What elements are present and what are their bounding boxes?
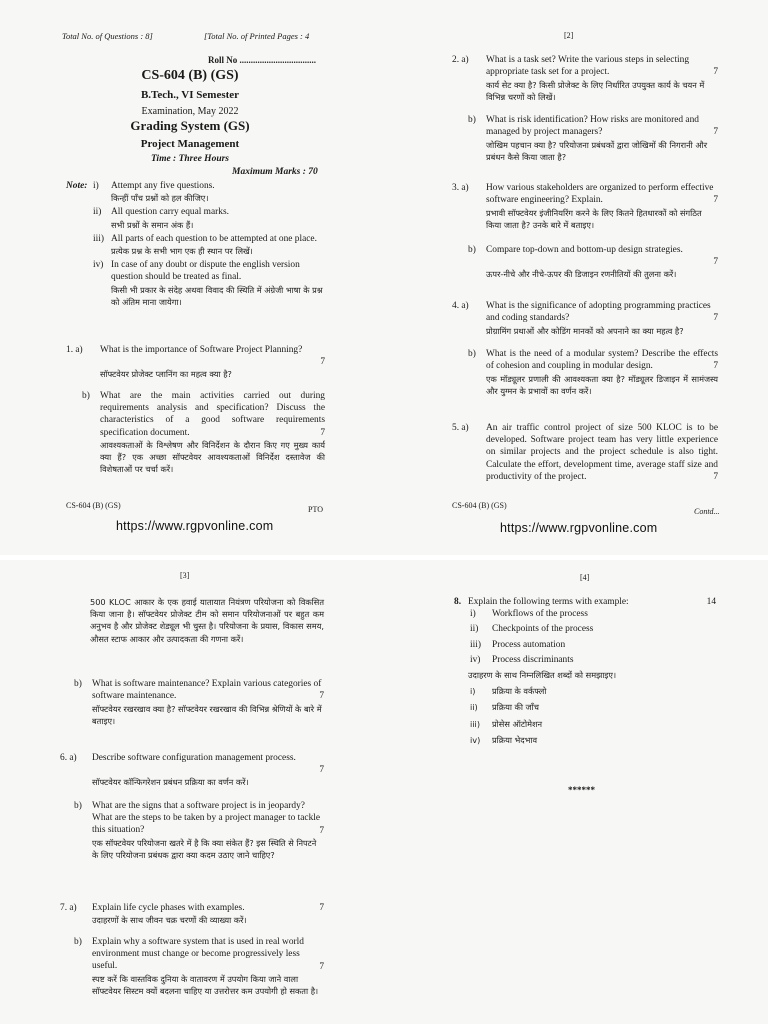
list-item: iv) प्रक्रिया भेदभाव <box>470 734 538 745</box>
q3a-number: 3. a) <box>452 183 469 193</box>
q4b-number: b) <box>468 349 476 359</box>
q2b-number: b) <box>468 115 476 125</box>
list-item: iii) Process automation <box>470 639 566 650</box>
q4a-number: 4. a) <box>452 301 469 311</box>
page-number: [4] <box>580 573 590 582</box>
note-item: iii) All parts of each question to be attempted at one place. प्रत्येक प्रश्न के सभी भाग एक ही स्थान पर लिखें। <box>93 233 317 257</box>
exam-session: Examination, May 2022 <box>141 106 239 117</box>
paper-code: CS-604 (B) (GS) <box>141 68 239 83</box>
question-8: Explain the following terms with example: 14 i) Workflows of the process ii) Checkpoints of the process iii) Process automation iv) Process discriminants उदाहरण के साथ निम्नलिखित शब्दों को समझाइए। i) प्रक्रिया के वर्कफ्लो ii) प्रक्रिया की जाँच iii) प्रोसेस ऑटोमेशन iv) प्रक्रिया भेदभाव <box>468 597 716 745</box>
exam-page-2 <box>384 0 768 555</box>
list-item: iii) प्रोसेस ऑटोमेशन <box>470 718 543 729</box>
source-url[interactable]: https://www.rgpvonline.com <box>116 519 274 533</box>
question-4a: What is the significance of adopting programming practices and coding standards? 7 प्रोग्रामिंग प्रथाओं और कोडिंग मानकों को अपनाने का क्या महत्व है? <box>486 301 718 336</box>
question-6b: What are the signs that a software project is in jeopardy? What are the steps to be taken by a project manager to tackle this situation? 7 एक सॉफ्टवेयर परियोजना खतरे में है कि क्या संकेत हैं? इस स्थिति से निपटने के लिए परियोजना प्रबंधक द्वारा क्या कदम उठाए जाने चाहिए? <box>92 801 324 861</box>
time: Time : Three Hours <box>150 154 230 164</box>
max-marks: Maximum Marks : 70 <box>232 167 318 177</box>
end-mark: ****** <box>568 785 595 795</box>
page-number: [3] <box>180 571 190 580</box>
notes-list <box>93 180 325 308</box>
footer-code: CS-604 (B) (GS) <box>452 501 507 510</box>
course: B.Tech., VI Semester <box>140 89 240 101</box>
list-item: iv) Process discriminants <box>470 654 574 665</box>
q7a-number: 7. a) <box>60 903 77 913</box>
q5a-number: 5. a) <box>452 423 469 433</box>
list-item: ii) प्रक्रिया की जाँच <box>470 702 539 713</box>
note-label: Note: <box>66 181 88 191</box>
question-7b: Explain why a software system that is used in real world environment must change or become progressively less useful. 7 स्पष्ट करें कि वास्तविक दुनिया के वातावरण में उपयोग किया जाने वाला सॉफ्टवेयर सिस्टम क्यों बदलना चाहिए या उत्तरोत्तर कम उपयोगी हो सकता है। <box>92 937 324 997</box>
total-questions: Total No. of Questions : 8] <box>62 31 153 41</box>
q2a-number: 2. a) <box>452 55 469 65</box>
question-4b: What is the need of a modular system? Describe the effects of cohesion and coupling in modular design. 7 एक मॉड्यूलर प्रणाली की आवश्यकता क्या है? मॉड्यूलर डिजाइन में सामंजस्य और युग्मन के प्रभावों का वर्णन करें। <box>486 349 718 396</box>
question-5a: An air traffic control project of size 500 KLOC is to be developed. Software project team has very little experience on similar projects and the project schedule is also tight. Calculate the effort, development time, average staff size and productivity of the project. 7 <box>486 423 718 483</box>
question-5b: What is software maintenance? Explain various categories of software maintenance. 7 सॉफ्टवेयर रखरखाव क्या है? सॉफ्टवेयर रखरखाव की विभिन्न श्रेणियों के बारे में बताइए। <box>92 679 324 726</box>
question-7a: Explain life cycle phases with examples. 7 उदाहरणों के साथ जीवन चक्र चरणों की व्याख्या करें। <box>92 903 324 926</box>
q1a-number: 1. a) <box>66 345 83 355</box>
note-item: ii) All question carry equal marks. सभी प्रश्नों के समान अंक हैं। <box>93 207 229 230</box>
question-2a: What is a task set? Write the various steps in selecting appropriate task set for a project. 7 कार्य सेट क्या है? किसी प्रोजेक्ट के लिए निर्धारित उपयुक्त कार्य के चयन में विभिन्न चरणों को लिखें। <box>486 55 718 102</box>
note-item: iv) In case of any doubt or dispute the english version question should be treated as final. किसी भी प्रकार के संदेह अथवा विवाद की स्थिति में अंग्रेजी भाषा के प्रश्न को अंतिम माना जायेगा। <box>93 260 323 307</box>
footer-contd: Contd... <box>694 507 720 516</box>
q1b-number: b) <box>82 391 90 401</box>
subject: Project Management <box>140 138 240 150</box>
exam-page-1 <box>0 0 384 555</box>
q7b-number: b) <box>74 937 82 947</box>
question-2b: What is risk identification? How risks are monitored and managed by project managers? 7 जोखिम पहचान क्या है? परियोजना प्रबंधकों द्वारा जोखिमों की निगरानी और प्रबंधन कैसे किया जाता है? <box>486 115 718 162</box>
footer-pto: PTO <box>308 505 323 514</box>
list-item: i) Workflows of the process <box>470 609 588 620</box>
list-item: ii) Checkpoints of the process <box>470 624 594 635</box>
note-item: i) Attempt any five questions. किन्हीं पाँच प्रश्नों को हल कीजिए। <box>93 181 215 204</box>
exam-page-4 <box>384 560 768 1024</box>
page-number: [2] <box>564 31 574 40</box>
q8-number: 8. <box>454 597 462 607</box>
q6a-number: 6. a) <box>60 753 77 763</box>
q5b-number: b) <box>74 679 82 689</box>
roll-no: Roll No .................................. <box>208 55 316 65</box>
q6b-number: b) <box>74 801 82 811</box>
grading-system: Grading System (GS) <box>130 118 250 133</box>
footer-code: CS-604 (B) (GS) <box>66 501 121 510</box>
question-3b: Compare top-down and bottom-up design strategies. 7 ऊपर-नीचे और नीचे-ऊपर की डिजाइन रणनीतियों की तुलना करें। <box>486 245 718 280</box>
list-item: i) प्रक्रिया के वर्कफ्लो <box>470 686 547 697</box>
question-6a: Describe software configuration management process. 7 सॉफ्टवेयर कॉन्फिगरेशन प्रबंधन प्रक्रिया का वर्णन करें। <box>92 753 324 788</box>
question-3a: How various stakeholders are organized to perform effective software engineering? Explain. 7 प्रभावी सॉफ्टवेयर इंजीनियरिंग करने के लिए कितने हितधारकों को संगठित किया जाता है? उनके बारे में बताइए। <box>486 183 718 230</box>
question-1a: What is the importance of Software Project Planning? 7 सॉफ्टवेयर प्रोजेक्ट प्लानिंग का महत्व क्या है? <box>100 345 325 380</box>
question-1b: What are the main activities carried out during requirements analysis and specification? Discuss the characteristics of a good software requirements specification document. 7 आवश्यकताओं के विश्लेषण और विनिर्देशन के दौरान किए गए मुख्य कार्य क्या हैं? एक अच्छा सॉफ्टवेयर आवश्यकताओं विनिर्देश दस्तावेज की विशेषताओं पर चर्चा करें। <box>100 391 325 475</box>
q3b-number: b) <box>468 245 476 255</box>
question-5a-hindi: 500 KLOC आकार के एक हवाई यातायात नियंत्रण परियोजना को विकसित किया जाना है। सॉफ्टवेयर प्रोजेक्ट टीम को समान परियोजनाओं पर बहुत कम अनुभव है और प्रोजेक्ट शेड्यूल भी चुस्त है। परियोजना के प्रयास, विकास समय, औसत स्टाफ आकार और उत्पादकता की गणना करें। <box>90 597 324 644</box>
exam-page-3 <box>0 560 384 1024</box>
total-pages: [Total No. of Printed Pages : 4 <box>204 31 310 41</box>
source-url[interactable]: https://www.rgpvonline.com <box>500 521 658 535</box>
